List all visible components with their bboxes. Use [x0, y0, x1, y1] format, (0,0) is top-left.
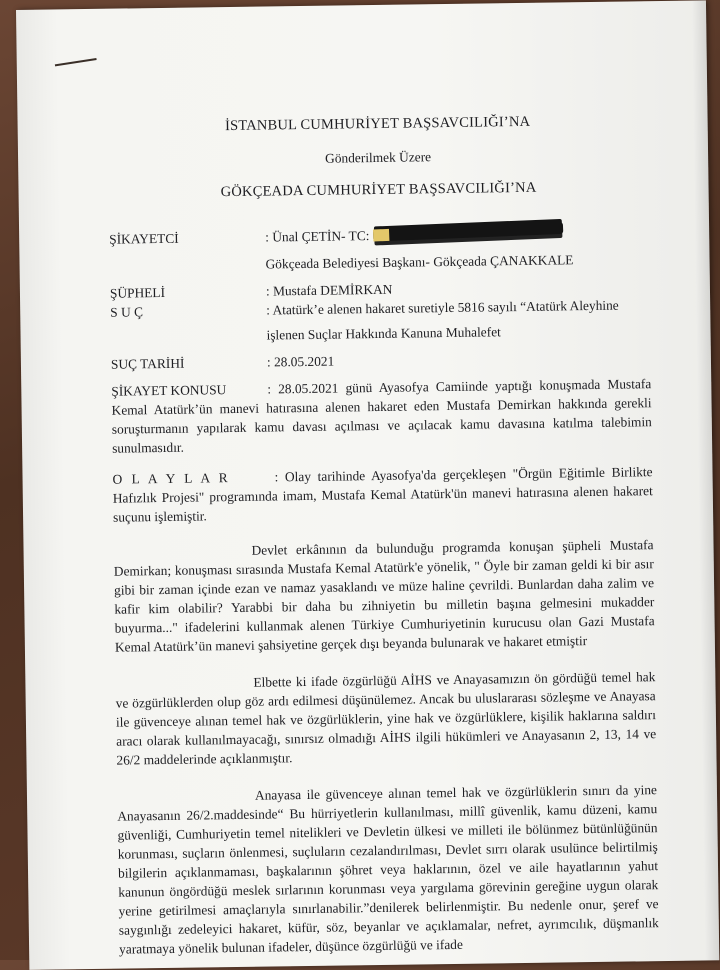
events-label: O L A Y L A R	[112, 470, 231, 487]
complaint-subject	[111, 374, 652, 458]
complainant-label: ŞİKAYETCİ	[109, 230, 179, 247]
paragraph-freedom: Elbette ki ifade özgürlüğü AİHS ve Anayasamızın ön gördüğü temel hak ve özgürlüklerden olup göz ardı edilmesi düşünülemez. Ancak bu uluslararası sözleşme ve Anayasa ile güvenceye alınan temel hak ve özgürlüklerin, yine hak ve özgürlüklere, kişilik haklarına saldırı aracı olarak kullanılmayacağı, sınırsız olmadığı AİHS ilgili hükümleri ve Anayasanın 2, 13, 14 ve 26/2 maddelerinde açıklanmıştır.	[115, 669, 657, 768]
crime-value-cont: işlenen Suçlar Hakkında Kanuna Muhalefet	[266, 324, 501, 343]
paragraph-constitution: Anayasa ile güvenceye alınan temel hak ve özgürlüklerin sınırı da yine Anayasanın 26/2.maddesinde“ Bu hürriyetlerin kullanılması, millî güvenlik, kamu düzeni, kamu güvenliği, Cumhuriyetin temel nitelikleri ve Devletin ülkesi ve milleti ile bölünmez bütünlüğünün korunması, suçların önlenmesi, suçluların cezalandırılması, Devlet sırrı olarak usulünce belirtilmiş bilgilerin açıklanmaması, başkalarının şöhret veya haklarının, özel ve aile hayatlarının yahut kanunun öngördüğü meslek sırlarının korunması veya yargılama görevinin gereğine uygun olarak yerine getirilmesi amaçlarıyla sınırlanabilir.”denilerek belirlenmiştir. Bu nedenle onur, şeref ve saygınlığı zedeleyici hakaret, küfür, söz, beyanlar ve açıklamalar, nefret, ayrımcılık, düşmanlık yaratmaya yönelik bulunan ifadeler, düşünce özgürlüğü ve ifade	[117, 782, 659, 957]
redaction-mark	[373, 222, 563, 242]
complainant-title: Gökçeada Belediyesi Başkanı- Gökçeada ÇANAKKALE	[265, 252, 574, 272]
document-body	[108, 111, 660, 958]
complaint-subject-text: : 28.05.2021 günü Ayasofya Camiinde yaptığı konuşmada Mustafa Kemal Atatürk’ün manevi hatırasına alenen hakaret eden Mustafa Demirkan hakkında gerekli soruşturmanın yapılarak kamu davası açılması ve açılacak kamu davasına katılma talebimin sunulmasıdır.	[111, 376, 652, 456]
document-page	[16, 0, 719, 970]
events-section	[112, 462, 653, 527]
pen-mark	[55, 58, 97, 66]
complaint-subject-label: ŞİKAYET KONUSU	[111, 382, 227, 399]
forwarding-note: Gönderilmek Üzere	[325, 149, 432, 166]
suspect-value: : Mustafa DEMİRKAN	[265, 281, 393, 299]
crime-label: S U Ç	[110, 304, 144, 320]
events-text: : Olay tarihinde Ayasofya'da gerçekleşen "Örgün Eğitimle Birlikte Hafızlık Projesi" programında imam, Mustafa Kemal Atatürk'ün manevi hatırasına alenen hakaret suçunu işlemiştir.	[112, 464, 653, 525]
addressee-istanbul: İSTANBUL CUMHURİYET BAŞSAVCILIĞI’NA	[224, 113, 531, 135]
addressee-gokceada: GÖKÇEADA CUMHURİYET BAŞSAVCILIĞI’NA	[220, 179, 537, 201]
crime-value: : Atatürk’e alenen hakaret suretiyle 5816 sayılı “Atatürk Aleyhine	[266, 297, 619, 318]
crime-date-value: : 28.05.2021	[266, 353, 335, 370]
crime-date-label: SUÇ TARİHİ	[110, 355, 185, 372]
paragraph-statement: Devlet erkânının da bulunduğu programda konuşan şüpheli Mustafa Demirkan; konuşması sırasında Mustafa Kemal Atatürk'e yönelik, " Öyle bir zaman geldi ki bir asır gibi bir zaman içinde ezan ve namaz yasaklandı ve müze haline çevrildi. Bunlardan daha zalim ve kafir kim olabilir? Yarabbi bir daha bu zihniyetin bu milletin başına gelmesini mukadder buyurma..." ifadelerini kullanmak alenen Türkiye Cumhuriyetinin kurucusu olan Gazi Mustafa Kemal Atatürk’ün manevi şahsiyetine gerçek dışı beyanda bulunarak ve hakaret etmiştir	[113, 537, 655, 655]
complainant-value: : Ünal ÇETİN- TC:	[265, 228, 370, 245]
suspect-label: ŞÜPHELİ	[109, 284, 166, 301]
